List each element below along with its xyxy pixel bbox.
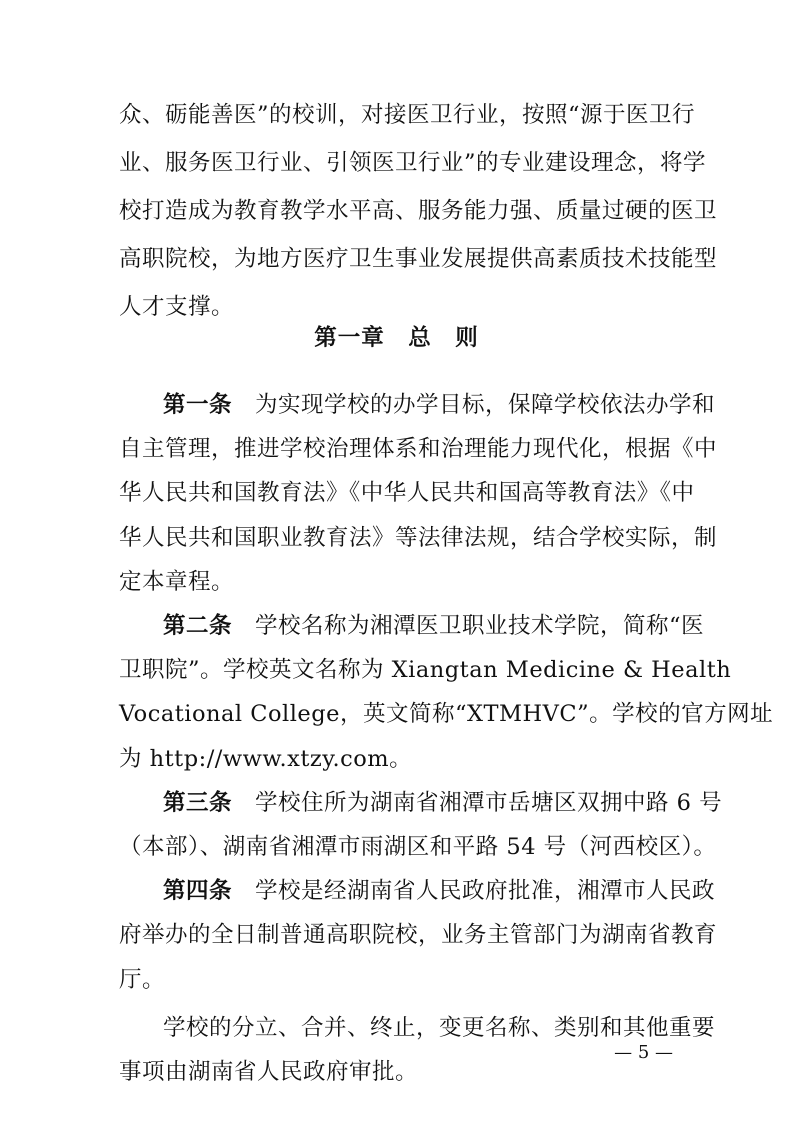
article-2-first-line bbox=[163, 606, 705, 646]
text-line: 府举办的全日制普通高职院校，业务主管部门为湖南省教育 bbox=[119, 922, 718, 948]
text-line: Vocational College，英文简称“XTMHVC”。学校的官方网址 bbox=[119, 701, 774, 727]
article-4-first-line bbox=[163, 871, 716, 911]
page-number: — 5 — bbox=[614, 1042, 673, 1063]
article-label: 第二条 bbox=[163, 613, 233, 639]
article-label: 第一条 bbox=[163, 392, 233, 418]
text-line: 卫职院”。学校英文名称为 Xiangtan Medicine & Health bbox=[119, 657, 732, 683]
article-text: 学校是经湖南省人民政府批准，湘潭市人民政 bbox=[232, 878, 716, 904]
text-line: 厅。 bbox=[119, 967, 166, 993]
text-line: 校打造成为教育教学水平高、服务能力强、质量过硬的医卫 bbox=[119, 198, 718, 224]
text-line: 业、服务医卫行业、引领医卫行业”的专业建设理念，将学 bbox=[119, 150, 707, 176]
text-line: 人才支撑。 bbox=[119, 294, 235, 320]
article-1-first-line bbox=[163, 385, 716, 425]
text-line: 众、砺能善医”的校训，对接医卫行业，按照“源于医卫行 bbox=[119, 102, 696, 128]
text-line: （本部）、湖南省湘潭市雨湖区和平路 54 号（河西校区）。 bbox=[119, 834, 717, 860]
text-line: 事项由湖南省人民政府审批。 bbox=[119, 1059, 419, 1085]
article-text: 为实现学校的办学目标，保障学校依法办学和 bbox=[232, 392, 716, 418]
article-text: 学校名称为湘潭医卫职业技术学院，简称“医 bbox=[232, 613, 705, 639]
article-text: 学校住所为湖南省湘潭市岳塘区双拥中路 6 号 bbox=[232, 790, 723, 816]
text-line: 定本章程。 bbox=[119, 569, 235, 595]
article-label: 第三条 bbox=[163, 790, 233, 816]
text-line: 自主管理，推进学校治理体系和治理能力现代化，根据《中 bbox=[119, 436, 718, 462]
text-line: 为 http://www.xtzy.com。 bbox=[119, 746, 413, 772]
paragraph-5-first-line: 学校的分立、合并、终止，变更名称、类别和其他重要 bbox=[163, 1015, 716, 1041]
article-label: 第四条 bbox=[163, 878, 233, 904]
text-line: 高职院校，为地方医疗卫生事业发展提供高素质技术技能型 bbox=[119, 246, 718, 272]
text-line: 华人民共和国职业教育法》等法律法规，结合学校实际，制 bbox=[119, 525, 718, 551]
text-line: 华人民共和国教育法》《中华人民共和国高等教育法》《中 bbox=[119, 480, 695, 506]
article-3-first-line bbox=[163, 783, 723, 823]
chapter-heading: 第一章 总 则 bbox=[314, 325, 479, 351]
